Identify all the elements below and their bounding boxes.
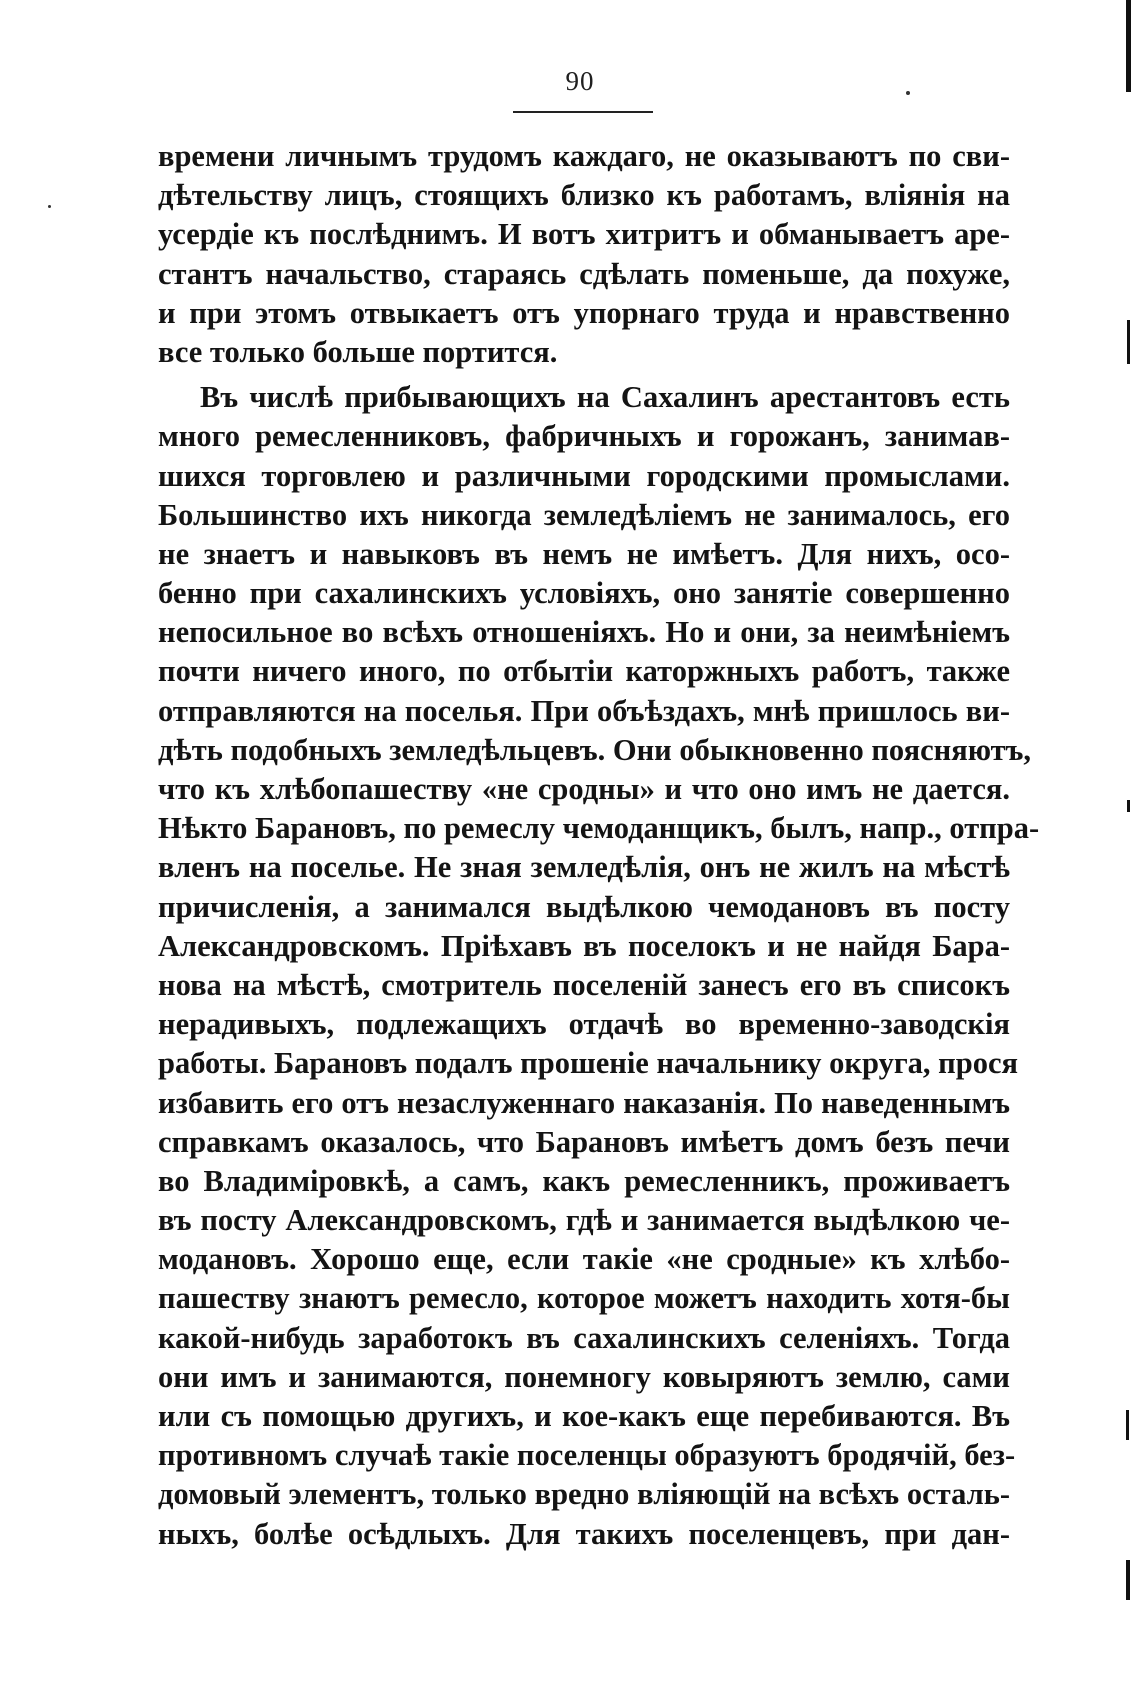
page-number: 90	[565, 66, 595, 96]
text-line: дѣтельству лицъ, стоящихъ близко къ работамъ, вліянія на	[158, 178, 1010, 213]
text-line: не знаетъ и навыковъ въ немъ не имѣетъ. Для нихъ, осо-	[158, 536, 1010, 571]
header-rule	[513, 111, 653, 113]
text-line: шихся торговлею и различными городскими промыслами.	[158, 458, 1010, 493]
text-line: нова на мѣстѣ, смотритель поселеній занесъ его въ списокъ	[158, 967, 1010, 1002]
scan-speck	[906, 91, 910, 95]
text-line: бенно при сахалинскихъ условіяхъ, оно занятіе совершенно	[158, 576, 1010, 611]
text-line: Большинство ихъ никогда земледѣліемъ не занималось, его	[158, 497, 1010, 532]
scan-edge-mark	[1127, 800, 1130, 812]
text-line: Въ числѣ прибывающихъ на Сахалинъ арестантовъ есть	[200, 380, 1010, 415]
text-line: вленъ на поселье. Не зная земледѣлія, онъ не жилъ на мѣстѣ	[158, 850, 1010, 885]
text-line: причисленія, а занимался выдѣлкою чемодановъ въ посту	[158, 889, 1010, 924]
text-line: усердіе къ послѣднимъ. И вотъ хитритъ и обманываетъ аре-	[158, 217, 1010, 252]
text-line: модановъ. Хорошо еще, если такіе «не сродные» къ хлѣбо-	[158, 1242, 1010, 1277]
text-line: избавить его отъ незаслуженнаго наказанія. По наведеннымъ	[158, 1085, 1010, 1120]
text-line: или съ помощью другихъ, и кое-какъ еще перебиваются. Въ	[158, 1399, 1010, 1433]
paragraph	[158, 137, 1010, 372]
text-line: въ посту Александровскомъ, гдѣ и занимается выдѣлкою че-	[158, 1203, 1010, 1238]
text-line: какой-нибудь заработокъ въ сахалинскихъ селеніяхъ. Тогда	[158, 1320, 1010, 1355]
text-line: во Владиміровкѣ, а самъ, какъ ремесленникъ, проживаетъ	[158, 1163, 1010, 1198]
scan-edge-mark	[1126, 1560, 1130, 1600]
text-line: справкамъ оказалось, что Барановъ имѣетъ домъ безъ печи	[158, 1124, 1010, 1159]
text-line: Нѣкто Барановъ, по ремеслу чемоданщикъ, былъ, напр., отпра-	[158, 811, 1040, 846]
text-line: и при этомъ отвыкаетъ отъ упорнаго труда и нравственно	[158, 295, 1010, 330]
text-line: они имъ и занимаются, понемногу ковыряютъ землю, сами	[158, 1359, 1010, 1394]
text-line: много ремесленниковъ, фабричныхъ и горожанъ, занимав-	[158, 419, 1010, 454]
paragraph	[158, 378, 1040, 1554]
text-line: домовый элементъ, только вредно вліяющій на всѣхъ осталь-	[158, 1477, 1010, 1512]
text-line: работы. Барановъ подалъ прошеніе начальнику округа, прося	[158, 1046, 1018, 1081]
text-line: времени личнымъ трудомъ каждаго, не оказываютъ по сви-	[158, 139, 1010, 173]
scan-edge-mark	[1126, 1410, 1129, 1440]
text-line: ныхъ, болѣе осѣдлыхъ. Для такихъ поселенцевъ, при дан-	[158, 1516, 1010, 1551]
text-line: пашеству знаютъ ремесло, которое можетъ находить хотя-бы	[158, 1281, 1010, 1316]
scan-edge-mark	[1127, 320, 1130, 364]
text-line: стантъ начальство, стараясь сдѣлать поменьше, да похуже,	[158, 256, 1010, 291]
text-line: что къ хлѣбопашеству «не сродны» и что оно имъ не дается.	[158, 772, 1010, 806]
scan-speck	[48, 205, 51, 208]
scan-edge-mark	[1126, 0, 1131, 92]
text-line: все только больше портится.	[158, 334, 558, 369]
text-line: нерадивыхъ, подлежащихъ отдачѣ во временно-заводскія	[158, 1007, 1010, 1042]
text-line: отправляются на поселья. При объѣздахъ, мнѣ пришлось ви-	[158, 693, 1010, 728]
text-line: непосильное во всѣхъ отношеніяхъ. Но и они, за неимѣніемъ	[158, 615, 1010, 650]
text-line: противномъ случаѣ такіе поселенцы образуютъ бродячій, без-	[158, 1438, 1016, 1473]
body-text	[158, 137, 1040, 1554]
text-line: Александровскомъ. Пріѣхавъ въ поселокъ и не найдя Бара-	[158, 928, 1010, 963]
text-line: почти ничего иного, по отбытіи каторжныхъ работъ, также	[158, 654, 1010, 689]
text-line: дѣть подобныхъ земледѣльцевъ. Они обыкновенно поясняютъ,	[158, 732, 1031, 767]
